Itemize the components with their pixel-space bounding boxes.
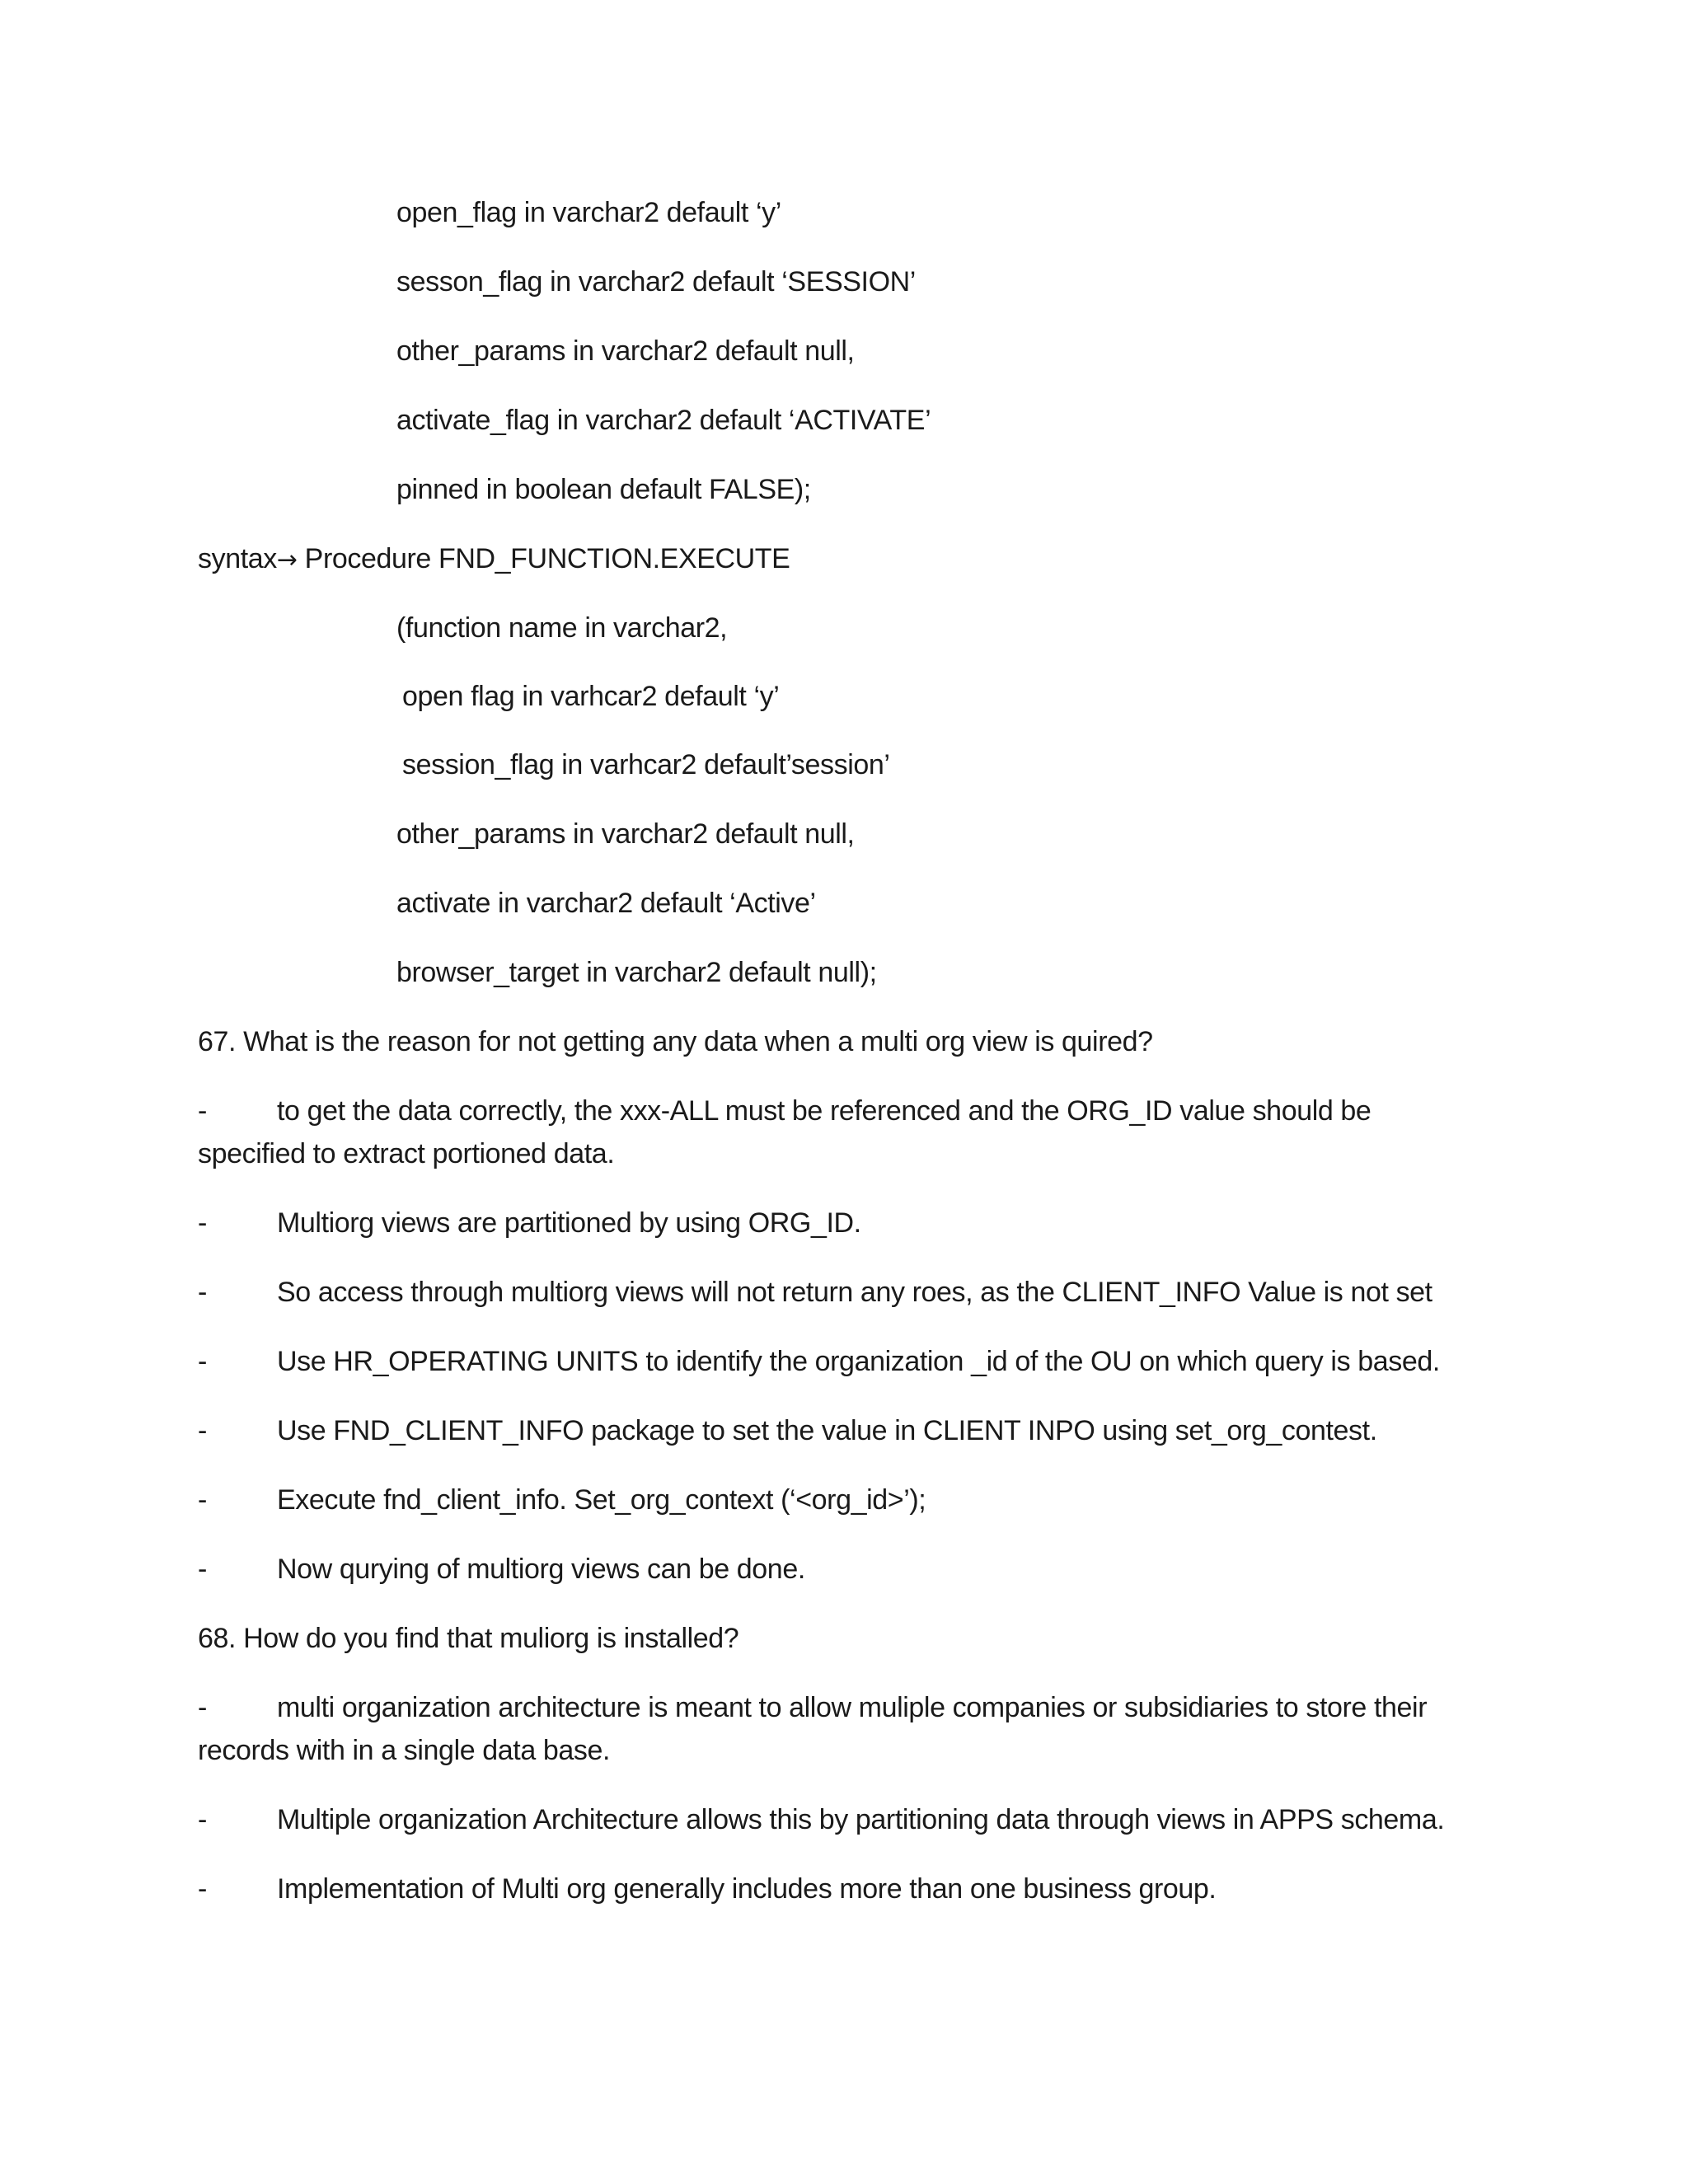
code-line: open_flag in varchar2 default ‘y’ (396, 197, 781, 228)
code-line: sesson_flag in varchar2 default ‘SESSION’ (396, 266, 916, 298)
arrow-icon: → (276, 546, 298, 574)
bullet-dash: - (198, 1484, 208, 1516)
bullet-dash: - (198, 1692, 208, 1723)
answer-text: Execute fnd_client_info. Set_org_context (‘<org_id>’); (277, 1484, 926, 1516)
bullet-dash: - (198, 1346, 208, 1377)
code-line: activate in varchar2 default ‘Active’ (396, 888, 816, 919)
code-line: (function name in varchar2, (396, 612, 728, 644)
answer-text-continued: records with in a single data base. (198, 1735, 611, 1766)
bullet-dash: - (198, 1554, 208, 1585)
code-line: pinned in boolean default FALSE); (396, 474, 811, 505)
answer-text: Multiorg views are partitioned by using ORG_ID. (277, 1207, 861, 1239)
syntax-label: syntax (198, 543, 277, 574)
code-line: session_flag in varhcar2 default’session’ (402, 749, 890, 780)
code-line: other_params in varchar2 default null, (396, 335, 855, 367)
code-line: other_params in varchar2 default null, (396, 818, 855, 850)
syntax-procedure: Procedure FND_FUNCTION.EXECUTE (304, 543, 790, 574)
code-line: browser_target in varchar2 default null); (396, 957, 877, 988)
bullet-dash: - (198, 1415, 208, 1446)
bullet-dash: - (198, 1277, 208, 1308)
code-line: activate_flag in varchar2 default ‘ACTIVATE’ (396, 405, 931, 436)
bullet-dash: - (198, 1873, 208, 1905)
answer-text-continued: specified to extract portioned data. (198, 1138, 615, 1169)
answer-text: Multiple organization Architecture allows this by partitioning data through views in APPS schema. (277, 1804, 1445, 1835)
answer-text: Use HR_OPERATING UNITS to identify the organization _id of the OU on which query is based. (277, 1346, 1440, 1377)
syntax-line (198, 541, 790, 579)
answer-text: Implementation of Multi org generally includes more than one business group. (277, 1873, 1217, 1905)
answer-text: So access through multiorg views will not return any roes, as the CLIENT_INFO Value is not set (277, 1277, 1432, 1308)
question-68: 68. How do you find that muliorg is installed? (198, 1623, 739, 1654)
question-67: 67. What is the reason for not getting any data when a multi org view is quired? (198, 1026, 1153, 1057)
answer-text: multi organization architecture is meant to allow muliple companies or subsidiaries to store their (277, 1692, 1428, 1723)
answer-text: Use FND_CLIENT_INFO package to set the value in CLIENT INPO using set_org_contest. (277, 1415, 1377, 1446)
bullet-dash: - (198, 1095, 208, 1127)
bullet-dash: - (198, 1207, 208, 1239)
answer-text: to get the data correctly, the xxx-ALL must be referenced and the ORG_ID value should be (277, 1095, 1372, 1127)
answer-text: Now qurying of multiorg views can be done. (277, 1554, 805, 1585)
bullet-dash: - (198, 1804, 208, 1835)
code-line: open flag in varhcar2 default ‘y’ (402, 681, 780, 712)
